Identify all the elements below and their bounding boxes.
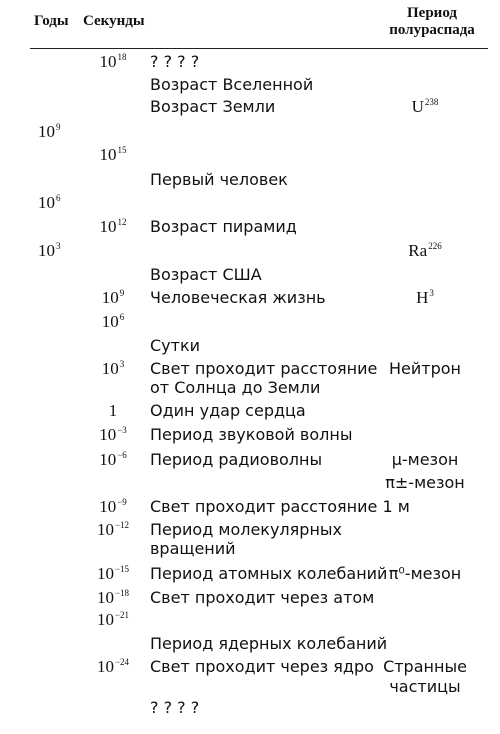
seconds-value-exponent: −3 [117,425,127,435]
seconds-cell [90,52,136,74]
seconds-value-exponent: 12 [117,217,127,227]
seconds-value-exponent: −21 [114,610,130,620]
seconds-value [99,497,127,516]
seconds-value-exponent: −9 [117,497,127,507]
seconds-value [102,359,125,378]
description-line: Человеческая жизнь [150,288,326,307]
halflife-value-line2: частицы [389,677,461,696]
seconds-value-exponent: 15 [117,145,127,155]
seconds-value-exponent: 18 [117,52,127,62]
seconds-value-base: 10 [99,450,117,469]
description-line: ? ? ? ? [150,698,200,717]
description-line: Возраст Вселенной [150,75,314,94]
halflife-cell [370,359,480,379]
halflife-cell [370,657,480,697]
years-value [38,241,61,260]
years-value-base: 10 [38,122,55,141]
seconds-cell [90,425,136,447]
seconds-value-exponent: −12 [114,520,130,530]
seconds-cell [90,401,136,421]
description-line: Возраст пирамид [150,217,297,236]
seconds-value [100,52,127,71]
halflife-value: Нейтрон [389,359,461,378]
description-line: Период звуковой волны [150,425,353,444]
seconds-cell [90,359,136,381]
halflife-value [408,241,441,260]
header-halflife-line2: полураспада [389,22,475,38]
seconds-value [97,657,129,676]
halflife-cell [370,473,480,493]
seconds-value-exponent: −15 [114,564,130,574]
seconds-value-base: 10 [99,425,117,444]
halflife-value-exponent: 238 [424,97,439,107]
halflife-cell [370,564,480,584]
halflife-value: π⁰-мезон [388,564,462,583]
halflife-value: μ-мезон [391,450,459,469]
halflife-value-base: U [411,97,424,116]
years-value [38,193,61,212]
seconds-value [97,520,129,539]
seconds-cell [90,450,136,472]
description-line: Возраст США [150,265,262,284]
seconds-cell [90,497,136,519]
description-line: Один удар сердца [150,401,306,420]
years-cell [38,193,61,215]
seconds-value-base: 10 [96,588,114,607]
seconds-value-base: 10 [96,610,114,629]
seconds-cell [90,588,136,610]
years-value-base: 10 [38,241,55,260]
description-line: Свет проходит расстояние 1 м [150,497,410,516]
seconds-value-base: 10 [99,52,117,71]
description-line: Возраст Земли [150,97,276,116]
seconds-value-base: 10 [99,497,117,516]
seconds-value-base: 10 [99,145,117,164]
years-value-exponent: 6 [56,193,61,203]
description-line: Период ядерных колебаний [150,634,388,653]
seconds-cell [90,657,136,679]
description-line: Период молекулярных [150,520,342,539]
header-halflife-line1: Период [407,5,457,21]
seconds-cell [90,564,136,586]
description-line: Сутки [150,336,201,355]
header-halflife [372,5,492,39]
seconds-value-exponent: 9 [119,288,125,298]
halflife-value-base: H [416,288,429,307]
description-line: ? ? ? ? [150,52,200,71]
years-value-base: 10 [38,193,55,212]
seconds-value-base: 10 [99,217,117,236]
seconds-cell [90,610,136,632]
halflife-value-exponent: 3 [429,288,434,298]
seconds-value-exponent: −24 [114,657,130,667]
seconds-cell [90,312,136,334]
seconds-value [97,610,129,629]
description-line: Свет проходит через атом [150,588,375,607]
halflife-value: π±-мезон [385,473,465,492]
description-line: Период радиоволны [150,450,323,469]
seconds-value [102,312,125,331]
seconds-value-base: 10 [101,288,119,307]
seconds-value [100,145,127,164]
halflife-value-base: Ra [408,241,428,260]
seconds-value-base: 10 [101,312,119,331]
halflife-cell [370,241,480,263]
header-rule [30,48,488,49]
seconds-value [97,564,129,583]
halflife-cell [370,288,480,310]
seconds-value [99,425,127,444]
seconds-value-base: 1 [108,401,118,420]
seconds-cell [90,288,136,310]
header-seconds: Секунды [83,13,145,29]
seconds-value-base: 10 [96,520,114,539]
seconds-value [97,588,129,607]
description-line: Период атомных колебаний [150,564,388,583]
description-line: Первый человек [150,170,288,189]
seconds-cell [90,217,136,239]
seconds-value-exponent: 3 [119,359,125,369]
description-line: вращений [150,539,236,558]
description-line: от Солнца до Земли [150,378,321,397]
seconds-value-base: 10 [96,564,114,583]
seconds-value [102,288,125,307]
seconds-value-exponent: 6 [119,312,125,322]
seconds-value-exponent: −6 [117,450,127,460]
halflife-value-exponent: 226 [428,241,442,251]
seconds-cell [90,145,136,167]
seconds-value [109,401,118,420]
seconds-value [99,450,127,469]
seconds-value [100,217,127,236]
seconds-value-exponent: −18 [114,588,130,598]
description-line: Свет проходит расстояние [150,359,378,378]
years-value-exponent: 3 [56,241,61,251]
years-cell [38,122,61,144]
years-value [38,122,61,141]
halflife-cell [370,450,480,470]
description-line: Свет проходит через ядро [150,657,374,676]
years-cell [38,241,61,263]
seconds-value-base: 10 [101,359,119,378]
seconds-cell [90,520,136,542]
years-value-exponent: 9 [56,122,61,132]
halflife-cell [370,97,480,119]
seconds-value-base: 10 [96,657,114,676]
halflife-value: Странные [383,657,467,676]
halflife-value [412,97,439,116]
halflife-value [416,288,434,307]
header-years: Годы [34,13,69,29]
